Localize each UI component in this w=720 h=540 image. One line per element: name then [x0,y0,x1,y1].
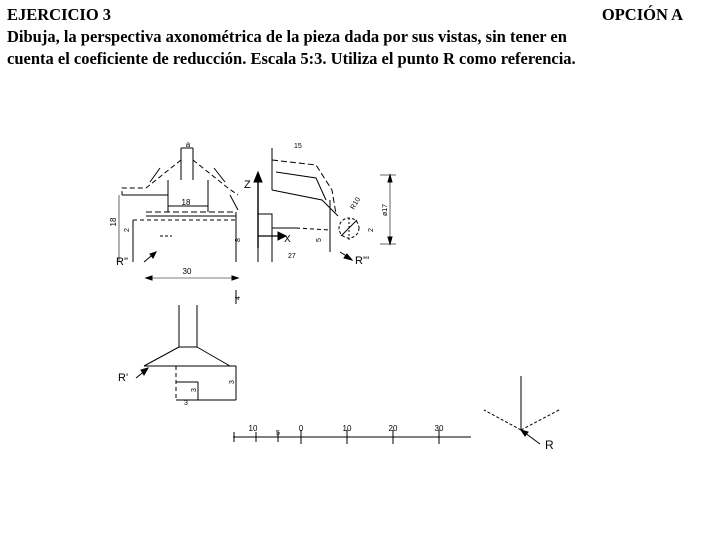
option-label: OPCIÓN A [601,5,683,24]
scale-label-10: 10 [342,424,352,433]
label-r-triple-prime: R''' [355,255,370,267]
top-dim-4: 4 [235,296,242,300]
top-view [136,290,236,400]
scale-labels [249,424,444,437]
label-r-prime: R' [118,372,129,384]
front-dim-18-v: 18 [109,217,118,227]
exercise-title: EJERCICIO 3 [7,5,112,24]
side-view [254,148,396,262]
front-dim-8: 8 [235,238,242,242]
scale-label-30: 30 [434,424,444,433]
side-dim-27: 27 [288,253,296,260]
side-dim-15: 15 [294,143,302,150]
axis-z-label: Z [244,179,251,191]
side-dim-5a: 5 [316,238,323,242]
axonometric-axes [484,376,559,444]
side-dim-2: 2 [368,228,375,232]
top-dim-3c: 3 [184,400,188,407]
scale-label-10-left: 10 [248,424,258,433]
side-dim-r10: R10 [349,196,363,211]
front-dim-2: 2 [124,228,131,232]
label-r-double-prime: R'' [116,256,129,268]
scale-label-5: 5 [276,430,280,437]
front-view [119,148,238,280]
side-dim-17: ø17 [382,203,389,217]
label-r: R [545,438,554,452]
front-dim-30: 30 [182,267,192,276]
scale-label-0: 0 [298,424,304,433]
front-top-mark: a [185,140,191,149]
instructions-line-2: cuenta el coeficiente de reducción. Escala 5:3. Utiliza el punto R como referencia. [7,49,576,68]
instructions-line-1: Dibuja, la perspectiva axonométrica de la pieza dada por sus vistas, sin tener en [7,27,567,46]
scale-label-20: 20 [388,424,398,433]
front-dim-18-h: 18 [181,198,191,207]
top-dim-3b: 3 [191,388,198,392]
top-dim-3a: 3 [229,380,236,384]
axis-x-label: X [284,234,291,245]
